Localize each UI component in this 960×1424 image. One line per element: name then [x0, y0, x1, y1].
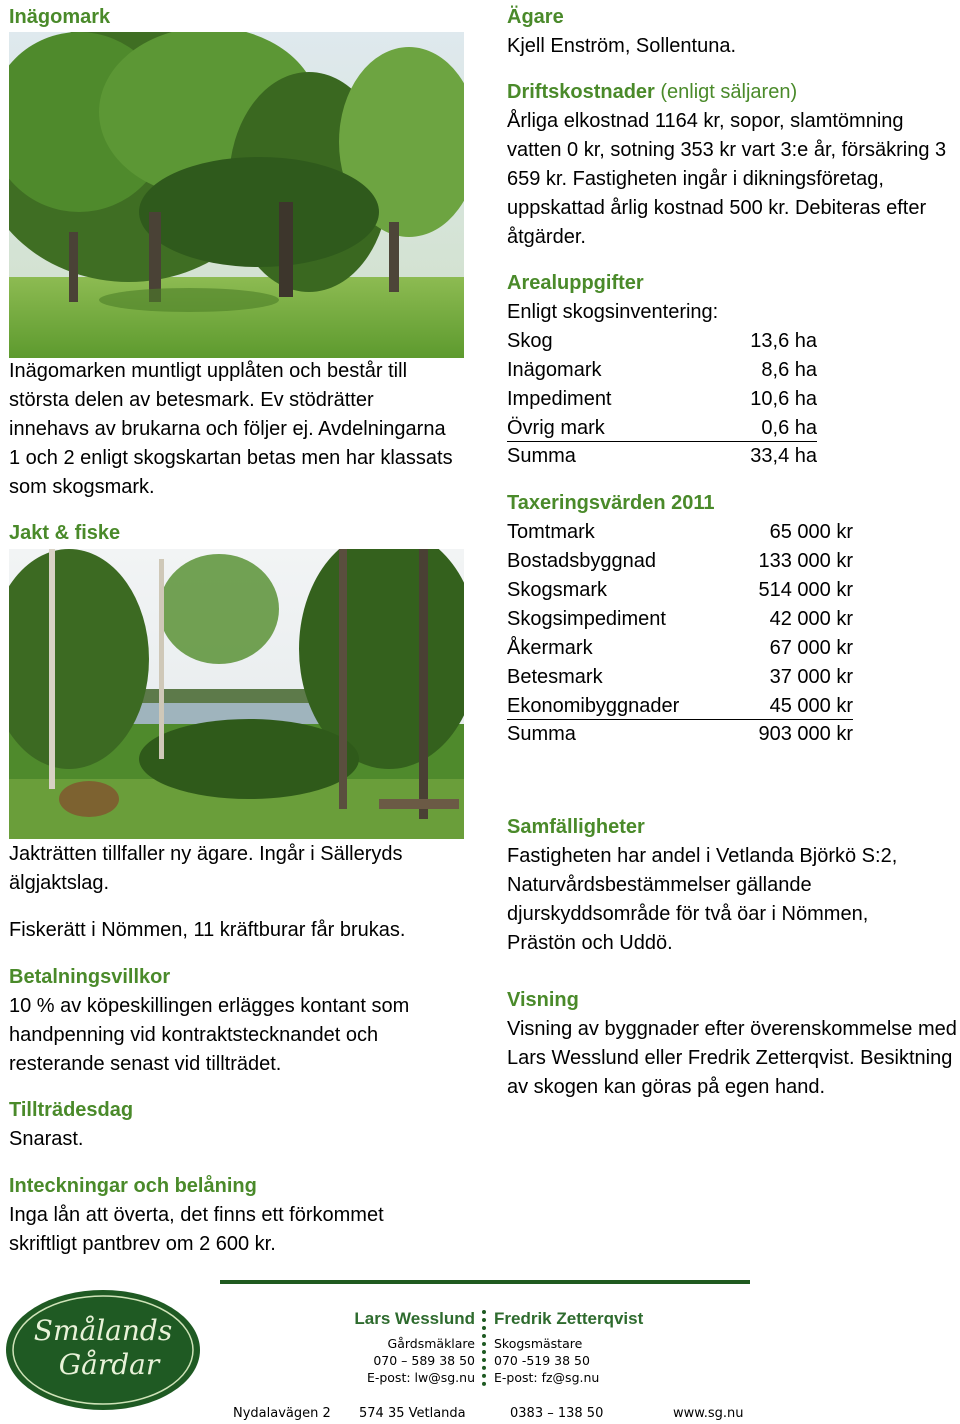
contact-fredrik — [494, 1309, 694, 1386]
inagomark-heading: Inägomark — [9, 6, 111, 28]
areal-label: Inägomark — [507, 359, 602, 381]
tax-value: 42 000 kr — [769, 608, 853, 630]
tax-row — [507, 663, 853, 692]
tax-label: Åkermark — [507, 637, 593, 659]
fiske-text: Fiskerätt i Nömmen, 11 kräftburar får brukas. — [9, 919, 406, 941]
company-logo — [4, 1288, 202, 1412]
contact-phone: 070 -519 38 50 — [494, 1353, 590, 1368]
logo-line2: Gårdar — [58, 1348, 160, 1381]
samf-text: Fastigheten har andel i Vetlanda Björkö S:2, Naturvårdsbestämmelser gällande djurskyddsområde för två öar i Nömmen, Prästön och Uddö. — [507, 845, 898, 954]
areal-table — [507, 327, 817, 471]
visning-heading: Visning — [507, 989, 579, 1011]
tax-value: 67 000 kr — [769, 637, 853, 659]
visning-text: Visning av byggnader efter överenskommelse med Lars Wesslund eller Fredrik Zetterqvist. Besiktning av skogen kan göras på egen hand. — [507, 1018, 957, 1098]
areal-label: Övrig mark — [507, 417, 605, 439]
tax-table — [507, 518, 853, 749]
contact-name: Fredrik Zetterqvist — [494, 1309, 644, 1328]
tax-row — [507, 576, 853, 605]
areal-heading: Arealuppgifter — [507, 272, 644, 294]
agare-text: Kjell Enström, Sollentuna. — [507, 35, 737, 57]
tax-row — [507, 720, 853, 749]
logo-line1: Smålands — [33, 1314, 173, 1347]
contact-title: Gårdsmäklare — [387, 1336, 475, 1351]
footer-postal: 574 35 Vetlanda — [359, 1406, 466, 1421]
agare-heading: Ägare — [507, 6, 564, 28]
contact-separator — [482, 1310, 490, 1386]
tax-heading: Taxeringsvärden 2011 — [507, 492, 715, 514]
footer-address: Nydalavägen 2 — [233, 1406, 331, 1421]
pasture-photo — [9, 32, 464, 358]
tax-row — [507, 692, 853, 720]
areal-intro: Enligt skogsinventering: — [507, 301, 719, 323]
inteckning-text: Inga lån att överta, det finns ett förkommet skriftligt pantbrev om 2 600 kr. — [9, 1204, 384, 1255]
tilltrade-heading: Tillträdesdag — [9, 1099, 134, 1121]
areal-value: 8,6 ha — [761, 359, 817, 381]
drift-text: Årliga elkostnad 1164 kr, sopor, slamtömning vatten 0 kr, sotning 353 kr vart 3:e år, försäkring 3 659 kr. Fastigheten ingår i dikningsföretag, uppskattad årlig kostnad 500 kr. Debiteras efter åtgärder. — [507, 110, 947, 248]
betalning-text: 10 % av köpeskillingen erlägges kontant som handpenning vid kontraktstecknandet och resterande senast vid tillträdet. — [9, 995, 410, 1075]
footer-web-link[interactable]: www.sg.nu — [673, 1406, 744, 1421]
jakt-text: Jakträtten tillfaller ny ägare. Ingår i Sälleryds älgjaktslag. — [9, 843, 403, 894]
jakt-heading: Jakt & fiske — [9, 522, 121, 544]
betalning-heading: Betalningsvillkor — [9, 966, 171, 988]
tax-value: 903 000 kr — [758, 723, 853, 745]
tax-value: 65 000 kr — [769, 521, 853, 543]
tax-value: 514 000 kr — [758, 579, 853, 601]
samf-heading: Samfälligheter — [507, 816, 645, 838]
tax-label: Tomtmark — [507, 521, 595, 543]
areal-row — [507, 356, 817, 385]
tax-label: Summa — [507, 723, 576, 745]
tax-label: Bostadsbyggnad — [507, 550, 657, 572]
areal-row — [507, 442, 817, 471]
drift-heading-bold: Driftskostnader — [507, 81, 655, 103]
drift-heading-rest: (enligt säljaren) — [654, 81, 798, 103]
contact-phone: 070 – 589 38 50 — [373, 1353, 475, 1368]
tax-label: Skogsimpediment — [507, 608, 666, 630]
areal-row — [507, 327, 817, 356]
contact-title: Skogsmästare — [494, 1336, 583, 1351]
areal-row — [507, 414, 817, 442]
tilltrade-text: Snarast. — [9, 1128, 84, 1150]
tax-row — [507, 518, 853, 547]
footer-phone: 0383 – 138 50 — [510, 1406, 604, 1421]
tax-value: 45 000 kr — [769, 695, 853, 717]
areal-label: Impediment — [507, 388, 612, 410]
tax-row — [507, 605, 853, 634]
areal-row — [507, 385, 817, 414]
drift-heading — [507, 78, 960, 107]
contact-email[interactable]: E-post: lw@sg.nu — [366, 1370, 475, 1385]
tax-value: 133 000 kr — [758, 550, 853, 572]
tax-row — [507, 547, 853, 576]
areal-value: 13,6 ha — [750, 330, 817, 352]
areal-value: 0,6 ha — [761, 417, 817, 439]
contact-name: Lars Wesslund — [354, 1309, 475, 1328]
inagomark-text: Inägomarken muntligt upplåten och består till största delen av betesmark. Ev stödrätter innehavs av brukarna och följer ej. Avdelningarna 1 och 2 enligt skogskartan betas men har klassats som skogsmark. — [9, 360, 453, 498]
tax-label: Skogsmark — [507, 579, 608, 601]
tax-label: Betesmark — [507, 666, 603, 688]
tax-row — [507, 634, 853, 663]
inteckning-heading: Inteckningar och belåning — [9, 1175, 257, 1197]
tax-value: 37 000 kr — [769, 666, 853, 688]
lake-photo — [9, 549, 464, 839]
areal-label: Summa — [507, 445, 576, 467]
areal-value: 33,4 ha — [750, 445, 817, 467]
contact-email[interactable]: E-post: fz@sg.nu — [494, 1370, 600, 1385]
contact-lars — [345, 1309, 475, 1386]
footer-divider — [220, 1280, 750, 1284]
areal-label: Skog — [507, 330, 553, 352]
areal-value: 10,6 ha — [750, 388, 817, 410]
tax-label: Ekonomibyggnader — [507, 695, 680, 717]
